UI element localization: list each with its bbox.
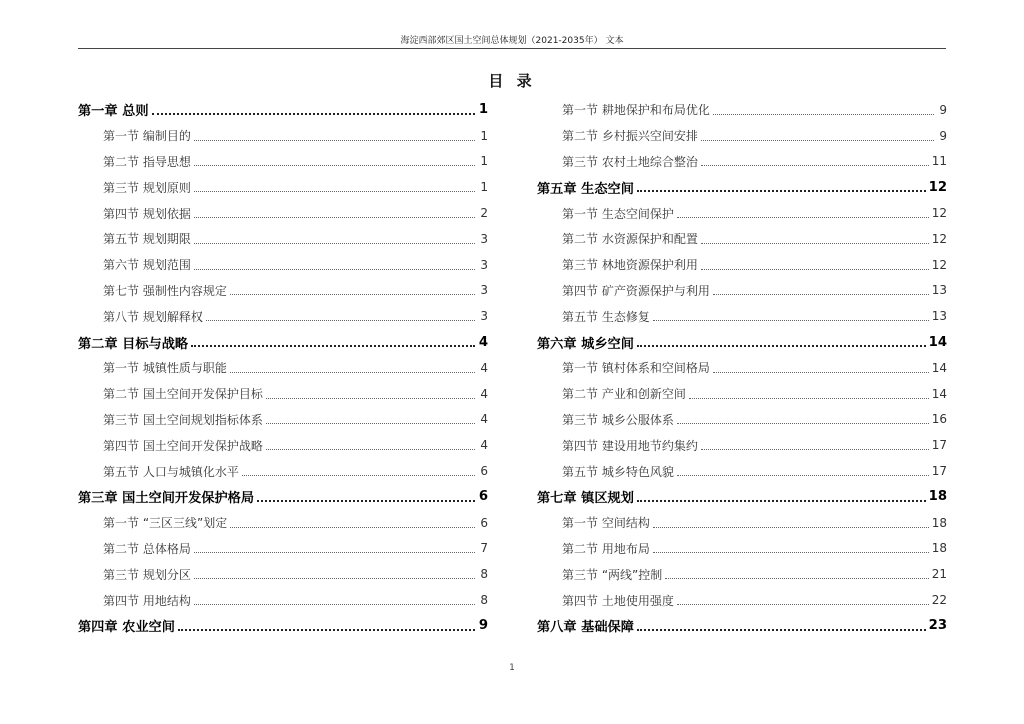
toc-entry-page-number: 7	[480, 541, 488, 556]
dot-leader	[266, 388, 475, 400]
toc-entry-page-number: 12	[931, 206, 947, 221]
toc-entry-label: 第七节 强制性内容规定	[103, 283, 227, 298]
dot-leader	[701, 259, 929, 271]
toc-entry-label: 第四节 矿产资源保护与利用	[562, 283, 710, 298]
toc-entry-page-number: 12	[931, 231, 947, 246]
dot-leader	[637, 336, 926, 348]
toc-entry-page-number: 4	[480, 360, 488, 375]
toc-entry-chapter[interactable]	[78, 484, 488, 510]
toc-entry-label: 第二节 水资源保护和配置	[562, 232, 698, 247]
toc-right-column	[537, 97, 947, 639]
toc-entry-section[interactable]	[537, 407, 947, 433]
toc-entry-label: 第六章 城乡空间	[537, 336, 634, 352]
toc-entry-section[interactable]	[78, 226, 488, 252]
toc-entry-section[interactable]	[78, 200, 488, 226]
toc-entry-section[interactable]	[537, 226, 947, 252]
toc-entry-section[interactable]	[78, 407, 488, 433]
toc-entry-label: 第一节 “三区三线”划定	[103, 516, 228, 531]
toc-entry-section[interactable]	[78, 510, 488, 536]
toc-entry-page-number: 8	[480, 567, 488, 582]
dot-leader	[257, 491, 475, 503]
toc-entry-label: 第五节 城乡特色风貌	[562, 464, 674, 479]
dot-leader	[701, 439, 929, 451]
toc-entry-section[interactable]	[537, 561, 947, 587]
toc-entry-label: 第五节 规划期限	[103, 232, 191, 247]
toc-entry-section[interactable]	[78, 252, 488, 278]
toc-entry-page-number: 2	[480, 206, 488, 221]
toc-entry-section[interactable]	[78, 587, 488, 613]
toc-entry-section[interactable]	[78, 561, 488, 587]
dot-leader	[152, 104, 475, 116]
dot-leader	[653, 310, 929, 322]
dot-leader	[653, 517, 929, 529]
toc-entry-section[interactable]	[537, 432, 947, 458]
dot-leader	[637, 491, 926, 503]
toc-entry-page-number: 1	[478, 102, 488, 118]
toc-entry-chapter[interactable]	[78, 613, 488, 639]
toc-title: 目 录	[488, 72, 536, 90]
toc-entry-page-number: 3	[480, 257, 488, 272]
toc-entry-label: 第一节 耕地保护和布局优化	[562, 103, 710, 118]
dot-leader	[194, 130, 475, 142]
dot-leader	[194, 594, 475, 606]
dot-leader	[194, 207, 475, 219]
toc-entry-section[interactable]	[537, 97, 947, 123]
toc-entry-label: 第一节 城镇性质与职能	[103, 361, 227, 376]
dot-leader	[677, 413, 929, 425]
toc-entry-chapter[interactable]	[78, 97, 488, 123]
toc-entry-page-number: 6	[480, 464, 488, 479]
toc-entry-section[interactable]	[78, 458, 488, 484]
toc-entry-page-number: 4	[480, 412, 488, 427]
toc-entry-page-number: 14	[931, 360, 947, 375]
dot-leader	[242, 465, 475, 477]
toc-entry-page-number: 6	[478, 489, 488, 505]
toc-entry-label: 第七章 镇区规划	[537, 491, 634, 507]
toc-entry-page-number: 18	[928, 489, 947, 505]
toc-entry-section[interactable]	[78, 432, 488, 458]
toc-entry-page-number: 17	[931, 464, 947, 479]
toc-entry-page-number: 18	[931, 515, 947, 530]
dot-leader	[194, 568, 475, 580]
toc-entry-chapter[interactable]	[537, 174, 947, 200]
toc-entry-section[interactable]	[78, 174, 488, 200]
toc-entry-page-number: 3	[480, 283, 488, 298]
toc-entry-page-number: 4	[480, 438, 488, 453]
toc-entry-section[interactable]	[537, 381, 947, 407]
dot-leader	[677, 465, 929, 477]
toc-entry-section[interactable]	[537, 278, 947, 304]
dot-leader	[266, 439, 475, 451]
toc-entry-label: 第四节 用地结构	[103, 593, 191, 608]
toc-entry-page-number: 21	[931, 567, 947, 582]
toc-entry-page-number: 17	[931, 438, 947, 453]
dot-leader	[653, 542, 929, 554]
toc-entry-label: 第四节 建设用地节约集约	[562, 438, 698, 453]
dot-leader	[713, 104, 934, 116]
toc-entry-label: 第一节 镇村体系和空间格局	[562, 361, 710, 376]
toc-entry-label: 第三节 林地资源保护利用	[562, 258, 698, 273]
toc-entry-label: 第一章 总则	[78, 104, 149, 120]
toc-entry-section[interactable]	[537, 536, 947, 562]
toc-entry-page-number: 4	[480, 386, 488, 401]
toc-entry-chapter[interactable]	[537, 484, 947, 510]
toc-entry-label: 第三节 规划原则	[103, 180, 191, 195]
running-header	[78, 36, 946, 49]
toc-entry-label: 第一节 编制目的	[103, 129, 191, 144]
dot-leader	[677, 207, 929, 219]
toc-entry-section[interactable]	[78, 536, 488, 562]
dot-leader	[178, 620, 475, 632]
toc-entry-section[interactable]	[537, 587, 947, 613]
toc-entry-section[interactable]	[537, 355, 947, 381]
header-text: 海淀西部郊区国土空间总体规划（2021-2035年） 文本	[400, 36, 624, 46]
toc-entry-section[interactable]	[78, 149, 488, 175]
toc-entry-label: 第二节 国土空间开发保护目标	[103, 387, 263, 402]
toc-entry-label: 第二章 目标与战略	[78, 336, 189, 352]
toc-entry-page-number: 6	[480, 515, 488, 530]
dot-leader	[637, 181, 926, 193]
toc-entry-label: 第四节 规划依据	[103, 206, 191, 221]
toc-entry-label: 第三节 农村土地综合整治	[562, 154, 698, 169]
dot-leader	[689, 388, 929, 400]
toc-entry-label: 第二节 产业和创新空间	[562, 387, 686, 402]
toc-entry-page-number: 1	[480, 180, 488, 195]
toc-entry-label: 第五章 生态空间	[537, 181, 634, 197]
toc-entry-section[interactable]	[78, 381, 488, 407]
dot-leader	[701, 155, 929, 167]
dot-leader	[230, 362, 475, 374]
toc-entry-label: 第三节 规划分区	[103, 567, 191, 582]
dot-leader	[665, 568, 928, 580]
dot-leader	[191, 336, 475, 348]
page-footer	[0, 663, 1024, 673]
dot-leader	[194, 181, 475, 193]
dot-leader	[713, 362, 929, 374]
toc-entry-page-number: 14	[931, 386, 947, 401]
dot-leader	[230, 517, 475, 529]
toc-entry-section[interactable]	[537, 200, 947, 226]
toc-entry-page-number: 1	[480, 154, 488, 169]
toc-entry-page-number: 9	[939, 128, 947, 143]
toc-entry-label: 第五节 人口与城镇化水平	[103, 464, 239, 479]
toc-entry-label: 第八章 基础保障	[537, 620, 634, 636]
dot-leader	[194, 155, 475, 167]
toc-entry-label: 第二节 乡村振兴空间安排	[562, 129, 698, 144]
dot-leader	[194, 233, 475, 245]
toc-entry-section[interactable]	[78, 123, 488, 149]
toc-entry-page-number: 8	[480, 593, 488, 608]
toc-entry-section[interactable]	[537, 510, 947, 536]
toc-entry-label: 第一节 生态空间保护	[562, 206, 674, 221]
toc-entry-label: 第二节 总体格局	[103, 541, 191, 556]
toc-entry-page-number: 18	[931, 541, 947, 556]
toc-entry-page-number: 13	[931, 309, 947, 324]
dot-leader	[194, 542, 475, 554]
dot-leader	[194, 259, 475, 271]
toc-entry-chapter[interactable]	[537, 613, 947, 639]
toc-entry-page-number: 13	[931, 283, 947, 298]
toc-entry-label: 第五节 生态修复	[562, 309, 650, 324]
toc-entry-label: 第四节 国土空间开发保护战略	[103, 438, 263, 453]
toc-entry-page-number: 11	[931, 154, 947, 169]
toc-entry-section[interactable]	[537, 149, 947, 175]
toc-entry-section[interactable]	[537, 303, 947, 329]
toc-entry-section[interactable]	[537, 252, 947, 278]
toc-entry-section[interactable]	[78, 278, 488, 304]
toc-entry-page-number: 4	[478, 334, 488, 350]
toc-entry-section[interactable]	[537, 123, 947, 149]
toc-entry-label: 第六节 规划范围	[103, 258, 191, 273]
toc-entry-page-number: 23	[928, 618, 947, 634]
toc-entry-page-number: 1	[480, 128, 488, 143]
dot-leader	[713, 284, 929, 296]
toc-entry-label: 第三节 城乡公服体系	[562, 412, 674, 427]
toc-left-column	[78, 97, 488, 639]
toc-entry-label: 第三节 国土空间规划指标体系	[103, 412, 263, 427]
dot-leader	[637, 620, 926, 632]
dot-leader	[230, 284, 475, 296]
toc-entry-page-number: 16	[931, 412, 947, 427]
dot-leader	[701, 130, 934, 142]
toc-entry-section[interactable]	[537, 458, 947, 484]
toc-entry-label: 第四节 土地使用强度	[562, 593, 674, 608]
toc-entry-page-number: 3	[480, 309, 488, 324]
toc-entry-page-number: 12	[931, 257, 947, 272]
toc-entry-label: 第二节 指导思想	[103, 154, 191, 169]
dot-leader	[677, 594, 929, 606]
toc-entry-page-number: 12	[928, 179, 947, 195]
toc-entry-page-number: 9	[478, 618, 488, 634]
dot-leader	[206, 310, 475, 322]
toc-entry-chapter[interactable]	[78, 329, 488, 355]
toc-entry-label: 第四章 农业空间	[78, 620, 175, 636]
toc-entry-page-number: 14	[928, 334, 947, 350]
toc-entry-label: 第一节 空间结构	[562, 516, 650, 531]
toc-entry-label: 第三章 国土空间开发保护格局	[78, 491, 255, 507]
dot-leader	[266, 413, 475, 425]
toc-entry-page-number: 22	[931, 593, 947, 608]
toc-entry-label: 第三节 “两线”控制	[562, 567, 663, 582]
toc-entry-page-number: 9	[939, 102, 947, 117]
toc-entry-section[interactable]	[78, 303, 488, 329]
page-number: 1	[509, 663, 515, 673]
toc-entry-section[interactable]	[78, 355, 488, 381]
toc-entry-label: 第二节 用地布局	[562, 541, 650, 556]
dot-leader	[701, 233, 929, 245]
toc-entry-chapter[interactable]	[537, 329, 947, 355]
toc-entry-page-number: 3	[480, 231, 488, 246]
toc-entry-label: 第八节 规划解释权	[103, 309, 203, 324]
